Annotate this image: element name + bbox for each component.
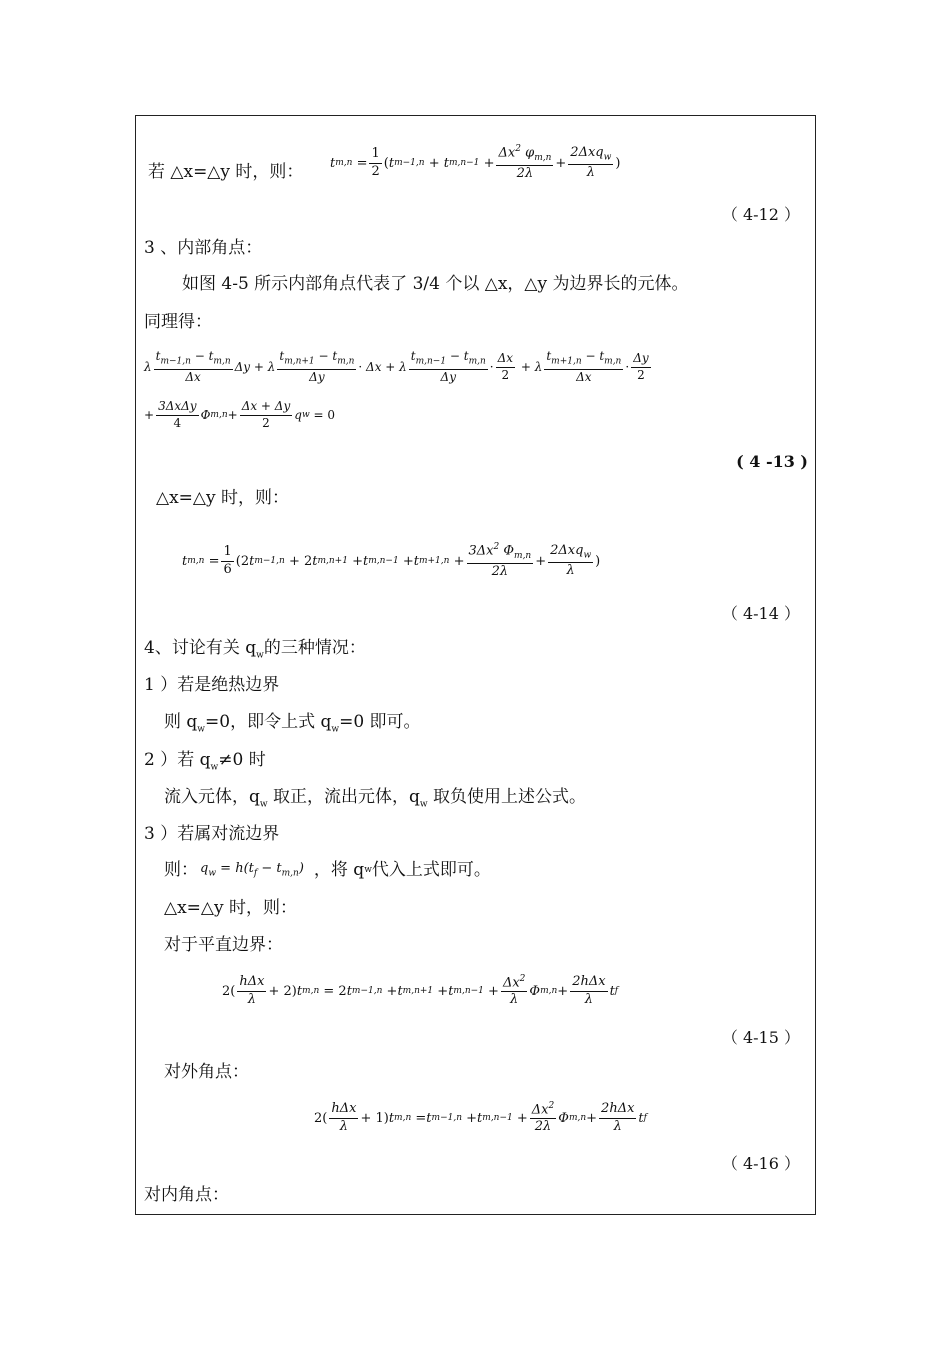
flat-boundary-label: 对于平直边界： — [164, 935, 283, 955]
condition-text-3: △x=△y 时，则： — [164, 898, 297, 918]
formula-4-14: t m,n = $\frac{1}{6}$ (2 t m−1,n + 2 t m,n+1 + t m,n−1 + t m+1,n + $\frac{3\Delta x^2 \Phi_{m,n}}{2\lambda}$ + $\frac{2\Delta xq_w}{\lambda}$ ) — [182, 541, 601, 579]
condition-text-2: △x=△y 时，则： — [156, 488, 289, 508]
inner-corner-label: 对内角点： — [144, 1185, 229, 1205]
same-reasoning: 同理得： — [144, 312, 212, 332]
heading-inner-corner: 3 、内部角点： — [144, 238, 263, 258]
outer-corner-label: 对外角点： — [164, 1062, 249, 1082]
condition-text-1: 若 △x=△y 时，则： — [148, 162, 304, 182]
paragraph-inner-corner: 如图 4-5 所示内部角点代表了 3/4 个以 △x，△y 为边界长的元体。 — [182, 274, 689, 294]
formula-4-13-line1: λ $\frac{t_{m-1,n} - t_{m,n}}{\Delta x}$ Δy + λ $\frac{t_{m,n+1} - t_{m,n}}{\Delta y}$ · Δx + λ $\frac{t_{m,n-1} - t_{m,n}}{\Delta y}$ · $\frac{\Delta x}{2}$ + λ $\frac{t_{m+1,n} - t_{m,n}}{\Delta x}$ · $\frac{\Delta y}{2}$ — [144, 349, 649, 384]
formula-4-15: 2( $\frac{\text{hΔx}}{\lambda}$ + 2) t m,n = 2 t m−1,n + t m,n+1 + t m,n−1 + $\frac{\Delta x^2}{\lambda}$ Φ m,n + $\frac{\text{2hΔx}}{\lambda}$ t f — [222, 973, 619, 1008]
formula-4-12: t m,n = $\frac{1}{2}$ ( t m−1,n + t m,n−1 + $\frac{\Delta x^2 \varphi_{m,n}}{2\lambda}$ + $\frac{2\Delta xq_w}{\lambda}$ ) — [330, 143, 621, 181]
case-3-detail: 则： $q_w = h(t_f - t_{m,n})$ ，将 q w 代入上式即可。 — [164, 860, 491, 880]
eq-number-4-13: ( 4 -13 ) — [736, 452, 808, 471]
convection-formula: $q_w = h(t_f - t_{m,n})$ — [200, 861, 304, 879]
case-3: 3 ）若属对流边界 — [144, 824, 280, 844]
case-1-detail: 则 $q_w=0$，即令上式 $q_w=0$ 即可。 — [164, 712, 421, 735]
case-1: 1 ）若是绝热边界 — [144, 675, 280, 695]
eq-number-4-15: （ 4-15 ） — [721, 1028, 800, 1047]
eq-number-4-16: （ 4-16 ） — [721, 1154, 800, 1173]
formula-4-13-line2: + $\frac{\text{3ΔxΔy}}{4}$ Φ m,n + $\frac{\Delta x + \Delta y}{2}$ q w = 0 — [144, 399, 335, 430]
heading-qw-cases: 4、讨论有关 $q_w$的三种情况： — [144, 638, 366, 661]
formula-4-16: 2( $\frac{\text{hΔx}}{\lambda}$ + 1) t m,n = t m−1,n + t m,n−1 + $\frac{\Delta x^2}{2\lambda}$ Φ m,n + $\frac{\text{2hΔx}}{\lambda}$ t f — [314, 1100, 647, 1135]
case-2: 2 ）若 $q_w\ne 0$ 时 — [144, 750, 266, 773]
eq-number-4-14: （ 4-14 ） — [721, 604, 800, 623]
eq-number-4-12: （ 4-12 ） — [721, 205, 800, 224]
case-2-detail: 流入元体，$q_w$ 取正，流出元体，$q_w$ 取负使用上述公式。 — [164, 787, 587, 810]
